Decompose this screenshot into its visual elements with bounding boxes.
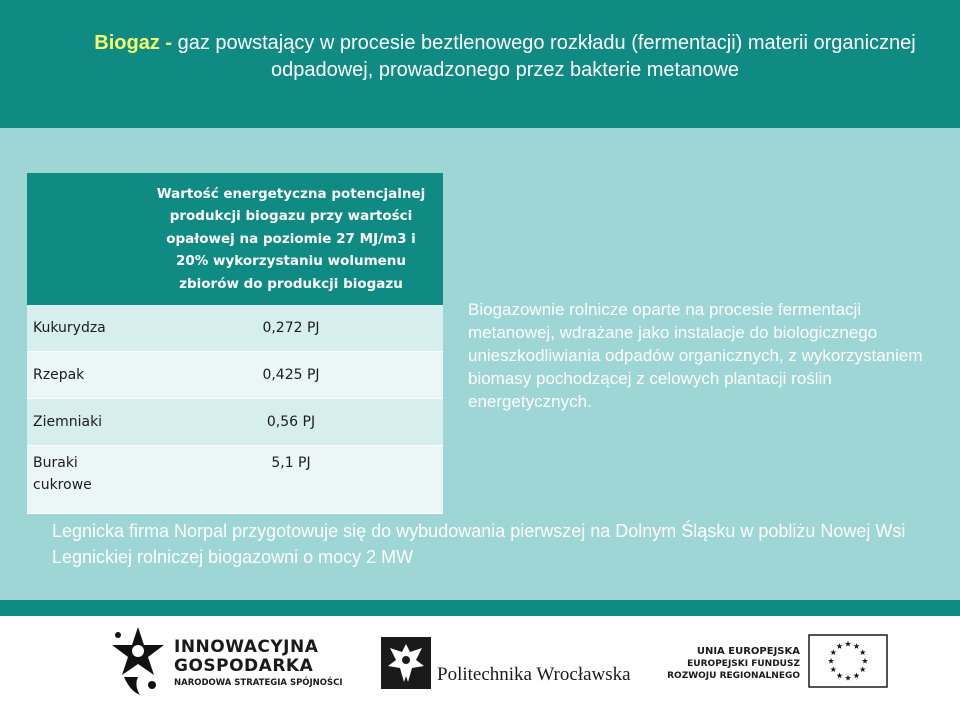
university-name: Politechnika Wrocławska bbox=[437, 664, 631, 685]
energy-value: 5,1 PJ bbox=[139, 446, 443, 514]
table-row bbox=[27, 399, 443, 446]
logo-text-line: UNIA EUROPEJSKA bbox=[696, 646, 800, 657]
logo-text-line: EUROPEJSKI FUNDUSZ bbox=[687, 659, 800, 669]
energy-value: 0,56 PJ bbox=[139, 399, 443, 446]
logo-text-line: GOSPODARKA bbox=[174, 656, 314, 676]
innovative-economy-logo bbox=[174, 638, 343, 690]
crop-label: Rzepak bbox=[27, 352, 139, 399]
table-row bbox=[27, 305, 443, 352]
logo-text-line: INNOWACYJNA bbox=[174, 637, 319, 657]
eu-flag-icon bbox=[808, 634, 888, 693]
eu-fund-logo bbox=[660, 645, 800, 682]
crop-label: Kukurydza bbox=[27, 305, 139, 352]
table-row bbox=[27, 446, 443, 514]
logo-text-line: ROZWOJU REGIONALNEGO bbox=[667, 671, 800, 681]
logo-text-line: NARODOWA STRATEGIA SPÓJNOŚCI bbox=[174, 678, 343, 688]
energy-value: 0,425 PJ bbox=[139, 352, 443, 399]
table-row bbox=[27, 352, 443, 399]
eagle-crest-icon bbox=[380, 636, 432, 695]
table-header-row bbox=[27, 173, 443, 305]
title-keyword: Biogaz - bbox=[94, 32, 173, 54]
footer-band bbox=[0, 600, 960, 616]
table-header-corner bbox=[27, 173, 139, 305]
slide-title bbox=[60, 30, 950, 84]
crop-label: Buraki cukrowe bbox=[27, 446, 139, 514]
biogas-plant-description: Biogazownie rolnicze oparte na procesie fermentacji metanowej, wdrażane jako instalacje do biologicznego unieszkodliwiania odpadów organicznych, z wykorzystaniem biomasy pochodzącej z celowych plantacji roślin energetycznych. bbox=[468, 300, 923, 411]
table-header: Wartość energetyczna potencjalnej produkcji biogazu przy wartości opałowej na poziomie 27 MJ/m3 i 20% wykorzystaniu wolumenu zbiorów do produkcji biogazu bbox=[139, 173, 443, 305]
news-paragraph: Legnicka firma Norpal przygotowuje się do wybudowania pierwszej na Dolnym Śląsku w pobliżu Nowej Wsi Legnickiej rolniczej biogazowni o mocy 2 MW bbox=[52, 521, 906, 567]
title-definition: gaz powstający w procesie beztlenowego rozkładu (fermentacji) materii organicznej odpadowej, prowadzonego przez bakterie metanowe bbox=[172, 32, 916, 81]
star-figure-icon bbox=[108, 625, 168, 702]
energy-value: 0,272 PJ bbox=[139, 305, 443, 352]
crop-label: Ziemniaki bbox=[27, 399, 139, 446]
energy-value-table bbox=[27, 173, 443, 514]
